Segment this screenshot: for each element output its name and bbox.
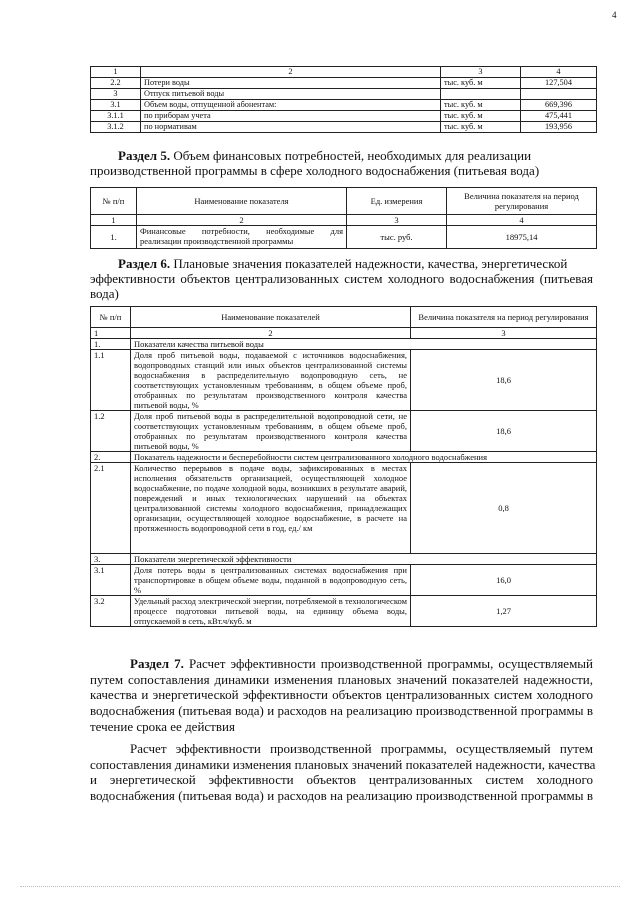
group-number: 1.: [91, 339, 131, 350]
group-row: [91, 554, 597, 565]
row-name: Отпуск питьевой воды: [141, 89, 441, 100]
section5-label: Раздел 5.: [118, 148, 171, 163]
row-name: Финансовые потребности, необходимые для реализации производственной программы: [137, 226, 347, 249]
indicator-number: 3.1: [91, 565, 131, 596]
row-number: 3.1.2: [91, 122, 141, 133]
indicator-text: Количество перерывов в подаче воды, зафиксированных в местах исполнения обязательств организацией, осуществляющей холодное водоснабжение, по подаче холодной воды, возникших в результате аварий, повреждений и иных технологических нарушений на объектах централизованной системы холодного водоснабжения, принадлежащих организации, осуществляющей холодное водоснабжение, в расчете на протяженность водопроводной сети в год, ед./ км: [131, 463, 411, 554]
section7-line: Расчет эффективности производственной программы, осуществляемый: [188, 656, 593, 671]
table-cell: 1: [91, 215, 137, 226]
text-line: [90, 656, 593, 672]
indicator-row: [91, 463, 597, 554]
table-cell: 4: [521, 67, 597, 78]
row-value: 127,504: [521, 78, 597, 89]
row-number: 2.2: [91, 78, 141, 89]
group-row: [91, 452, 597, 463]
indicator-row: [91, 596, 597, 627]
table-cell: 2: [137, 215, 347, 226]
table-cell: 3: [441, 67, 521, 78]
table-number-row: [91, 215, 597, 226]
table-cell: 3: [347, 215, 447, 226]
indicator-number: 3.2: [91, 596, 131, 627]
paragraph-line: водоснабжения (питьевая вода) и расходов на реализацию производственной программы в: [90, 788, 593, 804]
indicator-row: [91, 350, 597, 411]
table-row: [91, 89, 597, 100]
indicator-text: Удельный расход электрической энергии, потребляемой в технологическом процессе подготовки питьевой воды, на единицу объема воды, отпускаемой в сеть, кВт.ч/куб. м: [131, 596, 411, 627]
row-unit: тыс. куб. м: [441, 78, 521, 89]
table-cell: 2: [131, 328, 411, 339]
col-header-name: Наименование показателей: [131, 307, 411, 328]
indicator-value: 18,6: [411, 350, 597, 411]
row-unit: тыс. куб. м: [441, 111, 521, 122]
section7-line: водоснабжения (питьевая вода) и расходов на реализацию производственной программы в: [90, 703, 593, 719]
table-cell: 4: [447, 215, 597, 226]
section5-title-cont: производственной программы в сфере холодного водоснабжения (питьевая вода): [90, 163, 540, 178]
indicator-row: [91, 565, 597, 596]
group-number: 2.: [91, 452, 131, 463]
group-title: Показатель надежности и бесперебойности систем централизованного холодного водоснабжения: [131, 452, 597, 463]
page-number: 4: [612, 10, 617, 20]
table-row: [91, 78, 597, 89]
paragraph-line: сопоставления динамики изменения плановых значений показателей надежности, качества: [90, 756, 596, 772]
row-unit: тыс. руб.: [347, 226, 447, 249]
row-unit: тыс. куб. м: [441, 100, 521, 111]
table-cell: 1: [91, 67, 141, 78]
table-cell: 2: [141, 67, 441, 78]
table-cell: 1: [91, 328, 131, 339]
group-number: 3.: [91, 554, 131, 565]
indicator-value: 1,27: [411, 596, 597, 627]
indicator-value: 18,6: [411, 411, 597, 452]
indicator-value: 0,8: [411, 463, 597, 554]
row-number: 3.1: [91, 100, 141, 111]
indicator-number: 1.2: [91, 411, 131, 452]
row-name: Потери воды: [141, 78, 441, 89]
table-row: [91, 111, 597, 122]
section6-title-cont: эффективности объектов централизованных систем холодного водоснабжения (питьевая вода): [90, 271, 593, 301]
section7-heading: [90, 656, 593, 735]
section7-label: Раздел 7.: [130, 656, 184, 671]
col-header-num: № п/п: [91, 188, 137, 215]
table-number-row: [91, 328, 597, 339]
col-header-name: Наименование показателя: [137, 188, 347, 215]
section6-label: Раздел 6.: [118, 256, 171, 271]
indicator-row: [91, 411, 597, 452]
section7-line: путем сопоставления динамики изменения плановых значений показателей надежности,: [90, 671, 593, 687]
row-name: по приборам учета: [141, 111, 441, 122]
paragraph-line: Расчет эффективности производственной программы, осуществляемый путем: [130, 741, 593, 756]
table-indicators: [90, 306, 597, 627]
row-value: 18975,14: [447, 226, 597, 249]
row-value: [521, 89, 597, 100]
section5-title: Объем финансовых потребностей, необходимых для реализации: [173, 148, 532, 163]
row-number: 3.1.1: [91, 111, 141, 122]
section5-heading: [118, 148, 593, 163]
row-value: 669,396: [521, 100, 597, 111]
col-header-unit: Ед. измерения: [347, 188, 447, 215]
row-name: по нормативам: [141, 122, 441, 133]
indicator-number: 2.1: [91, 463, 131, 554]
table-header-row: [91, 67, 597, 78]
table-row: [91, 226, 597, 249]
table-row: [91, 122, 597, 133]
indicator-number: 1.1: [91, 350, 131, 411]
table-financial-needs: [90, 187, 597, 249]
row-value: 193,956: [521, 122, 597, 133]
table-row: [91, 100, 597, 111]
section7-line: течение срока ее действия: [90, 718, 235, 734]
row-number: 3: [91, 89, 141, 100]
indicator-text: Доля потерь воды в централизованных системах водоснабжения при транспортировке в общем объеме воды, поданной в водопроводную сеть, %: [131, 565, 411, 596]
section6-title: Плановые значения показателей надежности, качества, энергетической: [173, 256, 568, 271]
body-paragraph: [90, 741, 596, 804]
row-number: 1.: [91, 226, 137, 249]
table-water-balance: [90, 66, 597, 133]
group-title: Показатели энергетической эффективности: [131, 554, 597, 565]
row-unit: [441, 89, 521, 100]
table-cell: 3: [411, 328, 597, 339]
scan-edge-divider: [20, 886, 620, 887]
col-header-num: № п/п: [91, 307, 131, 328]
indicator-text: Доля проб питьевой воды, подаваемой с источников водоснабжения, водопроводных станций или иных объектов централизованной системы водоснабжения в распределительную водопроводную сеть, не соответствующих установленным требованиям, в общем объеме проб, отобранных по результатам производственного контроля качества питьевой воды, %: [131, 350, 411, 411]
row-unit: тыс. куб. м: [441, 122, 521, 133]
indicator-value: 16,0: [411, 565, 597, 596]
group-title: Показатели качества питьевой воды: [131, 339, 597, 350]
col-header-value: Величина показателя на период регулирования: [411, 307, 597, 328]
indicator-text: Доля проб питьевой воды в распределительной водопроводной сети, не соответствующих установленным требованиям, в общем объеме проб, отобранных по результатам производственного контроля качества питьевой воды, %: [131, 411, 411, 452]
table-header-row: [91, 307, 597, 328]
paragraph-line: и энергетической эффективности объектов централизованных систем холодного: [90, 772, 593, 788]
row-value: 475,441: [521, 111, 597, 122]
row-name: Объем воды, отпущенной абонентам:: [141, 100, 441, 111]
section6-heading: [118, 256, 593, 271]
table-header-row: [91, 188, 597, 215]
group-row: [91, 339, 597, 350]
col-header-value: Величина показателя на период регулирования: [447, 188, 597, 215]
section7-line: качества и энергетической эффективности объектов централизованных систем холодного: [90, 687, 593, 703]
